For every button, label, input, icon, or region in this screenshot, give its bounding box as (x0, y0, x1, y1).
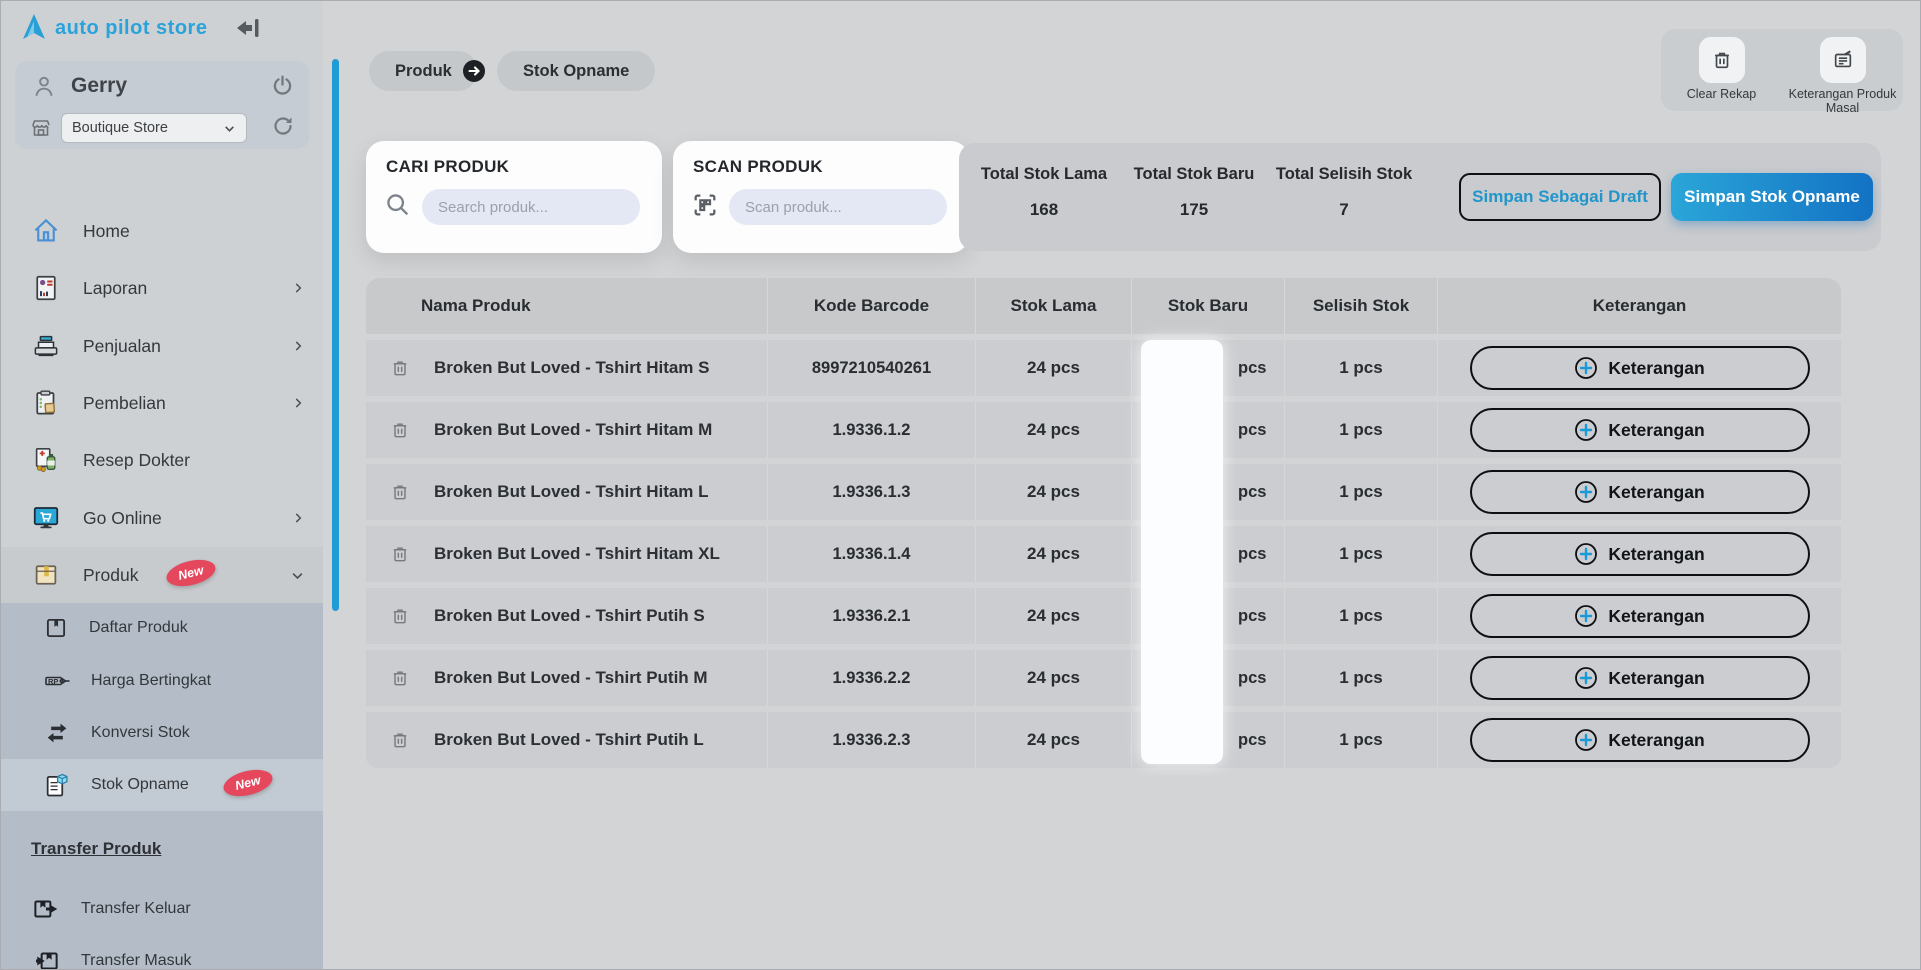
cari-produk-title: CARI PRODUK (386, 157, 510, 176)
breadcrumb-item-stok-opname[interactable]: Stok Opname (497, 51, 655, 91)
trash-icon (390, 356, 410, 380)
sidebar-collapse-button[interactable] (235, 17, 261, 44)
simpan-stok-opname-button[interactable]: Simpan Stok Opname (1671, 173, 1873, 221)
trash-icon (390, 542, 410, 566)
prescription-icon (31, 445, 61, 475)
total-stok-lama-label: Total Stok Lama (980, 165, 1108, 183)
brand-logo-icon (21, 13, 47, 43)
trash-icon (390, 418, 410, 442)
report-icon (31, 273, 61, 303)
total-stok-baru (1109, 143, 1279, 251)
product-name: Broken But Loved - Tshirt Putih M (434, 668, 708, 687)
sidebar-item-harga-bertingkat[interactable] (1, 655, 323, 707)
product-name: Broken But Loved - Tshirt Hitam S (434, 358, 710, 377)
breadcrumb-item-produk[interactable]: Produk (369, 51, 478, 91)
sidebar-item-resep-dokter[interactable] (1, 432, 323, 488)
keterangan-button[interactable] (1470, 408, 1810, 452)
logout-button[interactable] (270, 73, 295, 103)
keterangan-button-label: Keterangan (1608, 667, 1705, 688)
new-badge: New (164, 555, 218, 590)
product-name: Broken But Loved - Tshirt Putih L (434, 730, 704, 749)
header-nama-produk: Nama Produk (421, 296, 531, 315)
plus-circle-icon (1574, 542, 1598, 566)
transfer-produk-header: Transfer Produk (31, 839, 162, 858)
home-icon (31, 216, 61, 246)
keterangan-button-label: Keterangan (1608, 419, 1705, 440)
chevron-right-icon (291, 396, 305, 410)
table-row (366, 402, 1841, 458)
sidebar-scrollbar[interactable] (332, 59, 339, 611)
svg-text:RP: RP (48, 677, 59, 687)
delete-row-button[interactable] (390, 728, 410, 752)
keterangan-button-label: Keterangan (1608, 605, 1705, 626)
sidebar-item-produk[interactable] (1, 547, 323, 603)
sidebar-item-label: Pembelian (83, 392, 166, 413)
stok-baru-column-highlight (1141, 340, 1223, 764)
sidebar-item-label: Stok Opname (91, 776, 189, 793)
scan-input[interactable] (729, 189, 947, 225)
store-select[interactable] (61, 113, 247, 143)
sidebar-item-label: Daftar Produk (89, 619, 188, 636)
brand-logo (21, 13, 207, 43)
product-name: Broken But Loved - Tshirt Hitam L (434, 482, 709, 501)
selisih-value: 1 pcs (1284, 464, 1437, 520)
selisih-value: 1 pcs (1284, 526, 1437, 582)
sidebar-item-transfer-masuk[interactable] (1, 935, 323, 970)
swap-arrows-icon (43, 719, 71, 747)
user-card (15, 61, 309, 149)
clear-rekap-button[interactable] (1666, 37, 1778, 111)
sidebar-item-label: Harga Bertingkat (91, 672, 212, 689)
sidebar-item-transfer-keluar[interactable] (1, 883, 323, 935)
transfer-out-icon (31, 894, 61, 924)
cari-produk-card (366, 141, 662, 253)
note-edit-icon (1832, 49, 1854, 71)
stok-lama-value: 24 pcs (975, 402, 1131, 458)
trash-icon (390, 666, 410, 690)
sidebar-item-pembelian[interactable] (1, 375, 323, 431)
cash-register-icon (31, 331, 61, 361)
refresh-icon (271, 114, 295, 138)
search-input[interactable] (422, 189, 640, 225)
clear-rekap-label: Clear Rekap (1686, 87, 1757, 101)
product-name: Broken But Loved - Tshirt Hitam M (434, 420, 713, 439)
unit-label: pcs (1238, 420, 1267, 439)
header-stok-lama: Stok Lama (975, 278, 1131, 334)
plus-circle-icon (1574, 666, 1598, 690)
unit-label: pcs (1238, 544, 1267, 563)
totals-panel (959, 143, 1881, 251)
header-selisih-stok: Selisih Stok (1284, 278, 1437, 334)
plus-circle-icon (1574, 356, 1598, 380)
sidebar (1, 1, 323, 970)
product-name: Broken But Loved - Tshirt Hitam XL (434, 544, 720, 563)
selisih-value: 1 pcs (1284, 340, 1437, 396)
search-icon (384, 191, 412, 219)
table-row (366, 712, 1841, 768)
unit-label: pcs (1238, 668, 1267, 687)
table-row (366, 588, 1841, 644)
delete-row-button[interactable] (390, 666, 410, 690)
selisih-value: 1 pcs (1284, 712, 1437, 768)
price-tag-icon (43, 667, 71, 695)
keterangan-masal-label: Keterangan Produk Masal (1788, 87, 1897, 116)
trash-icon (390, 728, 410, 752)
sidebar-item-stok-opname[interactable] (1, 759, 323, 811)
stok-lama-value: 24 pcs (975, 588, 1131, 644)
barcode-scan-icon (691, 191, 719, 219)
keterangan-button-label: Keterangan (1608, 481, 1705, 502)
plus-circle-icon (1574, 480, 1598, 504)
box-icon (31, 560, 61, 590)
chevron-right-icon (291, 339, 305, 353)
header-keterangan: Keterangan (1437, 278, 1841, 334)
stok-lama-value: 24 pcs (975, 650, 1131, 706)
stock-opname-icon (43, 771, 71, 799)
product-barcode: 1.9336.2.3 (767, 712, 975, 768)
table-header (366, 278, 1841, 334)
header-kode-barcode: Kode Barcode (767, 278, 975, 334)
unit-label: pcs (1238, 482, 1267, 501)
stok-lama-value: 24 pcs (975, 464, 1131, 520)
product-barcode: 1.9336.1.4 (767, 526, 975, 582)
delete-row-button[interactable] (390, 604, 410, 628)
product-barcode: 1.9336.2.1 (767, 588, 975, 644)
product-name: Broken But Loved - Tshirt Putih S (434, 606, 705, 625)
total-stok-lama-value: 168 (1029, 200, 1059, 219)
chevron-right-icon (291, 281, 305, 295)
product-barcode: 1.9336.1.2 (767, 402, 975, 458)
sidebar-item-label: Home (83, 220, 130, 241)
sidebar-item-label: Produk (83, 564, 139, 585)
table-row (366, 650, 1841, 706)
trash-icon (1711, 49, 1733, 71)
store-icon (29, 116, 53, 140)
new-badge: New (221, 765, 275, 800)
chevron-right-icon (291, 511, 305, 525)
clipboard-icon (31, 388, 61, 418)
user-name: Gerry (71, 74, 128, 97)
product-barcode: 1.9336.2.2 (767, 650, 975, 706)
table-row (366, 464, 1841, 520)
product-barcode: 1.9336.1.3 (767, 464, 975, 520)
unit-label: pcs (1238, 606, 1267, 625)
simpan-draft-button[interactable]: Simpan Sebagai Draft (1459, 173, 1661, 221)
table-row (366, 526, 1841, 582)
scan-produk-card (673, 141, 969, 253)
keterangan-button-label: Keterangan (1608, 357, 1705, 378)
product-barcode: 8997210540261 (767, 340, 975, 396)
chevron-down-icon (290, 568, 305, 583)
total-selisih-stok (1259, 143, 1429, 251)
delete-row-button[interactable] (390, 542, 410, 566)
keterangan-button[interactable] (1470, 470, 1810, 514)
brand-name: auto pilot store (55, 16, 208, 39)
selisih-value: 1 pcs (1284, 588, 1437, 644)
sidebar-item-label: Go Online (83, 507, 162, 528)
total-stok-baru-label: Total Stok Baru (1133, 165, 1255, 183)
sidebar-item-penjualan[interactable] (1, 318, 323, 374)
keterangan-button[interactable] (1470, 594, 1810, 638)
plus-circle-icon (1574, 604, 1598, 628)
selisih-value: 1 pcs (1284, 650, 1437, 706)
breadcrumb-arrow-icon (462, 59, 486, 88)
trash-icon (390, 480, 410, 504)
online-shop-icon (31, 503, 61, 533)
unit-label: pcs (1238, 358, 1267, 377)
header-stok-baru: Stok Baru (1131, 278, 1284, 334)
delete-row-button[interactable] (390, 480, 410, 504)
plus-circle-icon (1574, 418, 1598, 442)
collapse-arrow-icon (235, 17, 261, 39)
stok-lama-value: 24 pcs (975, 340, 1131, 396)
table-row (366, 340, 1841, 396)
sidebar-item-label: Transfer Masuk (81, 952, 192, 969)
delete-row-button[interactable] (390, 418, 410, 442)
stok-lama-value: 24 pcs (975, 526, 1131, 582)
unit-label: pcs (1238, 730, 1267, 749)
sidebar-item-label: Penjualan (83, 335, 161, 356)
transfer-in-icon (31, 946, 61, 970)
store-select-value: Boutique Store (72, 120, 168, 136)
keterangan-masal-button[interactable] (1787, 37, 1899, 116)
keterangan-button-label: Keterangan (1608, 543, 1705, 564)
box-outline-icon (43, 615, 69, 641)
sidebar-item-daftar-produk[interactable] (1, 602, 323, 654)
delete-row-button[interactable] (390, 356, 410, 380)
sidebar-item-konversi-stok[interactable] (1, 707, 323, 759)
keterangan-button-label: Keterangan (1608, 729, 1705, 750)
chevron-down-icon (223, 122, 236, 135)
sidebar-item-label: Transfer Keluar (81, 900, 191, 917)
sidebar-item-go-online[interactable] (1, 490, 323, 546)
total-stok-baru-value: 175 (1179, 200, 1209, 219)
plus-circle-icon (1574, 728, 1598, 752)
sidebar-item-laporan[interactable] (1, 260, 323, 316)
keterangan-button[interactable] (1470, 532, 1810, 576)
keterangan-button[interactable] (1470, 656, 1810, 700)
tools-panel (1661, 29, 1903, 116)
sidebar-item-home[interactable] (1, 203, 323, 259)
total-stok-lama (959, 143, 1129, 251)
stok-lama-value: 24 pcs (975, 712, 1131, 768)
refresh-store-button[interactable] (271, 114, 295, 143)
trash-icon (390, 604, 410, 628)
stok-opname-table (366, 278, 1841, 768)
keterangan-button[interactable] (1470, 718, 1810, 762)
sidebar-item-label: Konversi Stok (91, 724, 190, 741)
total-selisih-stok-value: 7 (1339, 200, 1349, 219)
scan-produk-title: SCAN PRODUK (693, 157, 823, 176)
selisih-value: 1 pcs (1284, 402, 1437, 458)
user-avatar-icon (31, 73, 57, 99)
keterangan-button[interactable] (1470, 346, 1810, 390)
total-selisih-stok-label: Total Selisih Stok (1275, 165, 1413, 183)
sidebar-item-label: Laporan (83, 277, 148, 298)
power-icon (270, 73, 295, 98)
sidebar-item-label: Resep Dokter (83, 449, 190, 470)
